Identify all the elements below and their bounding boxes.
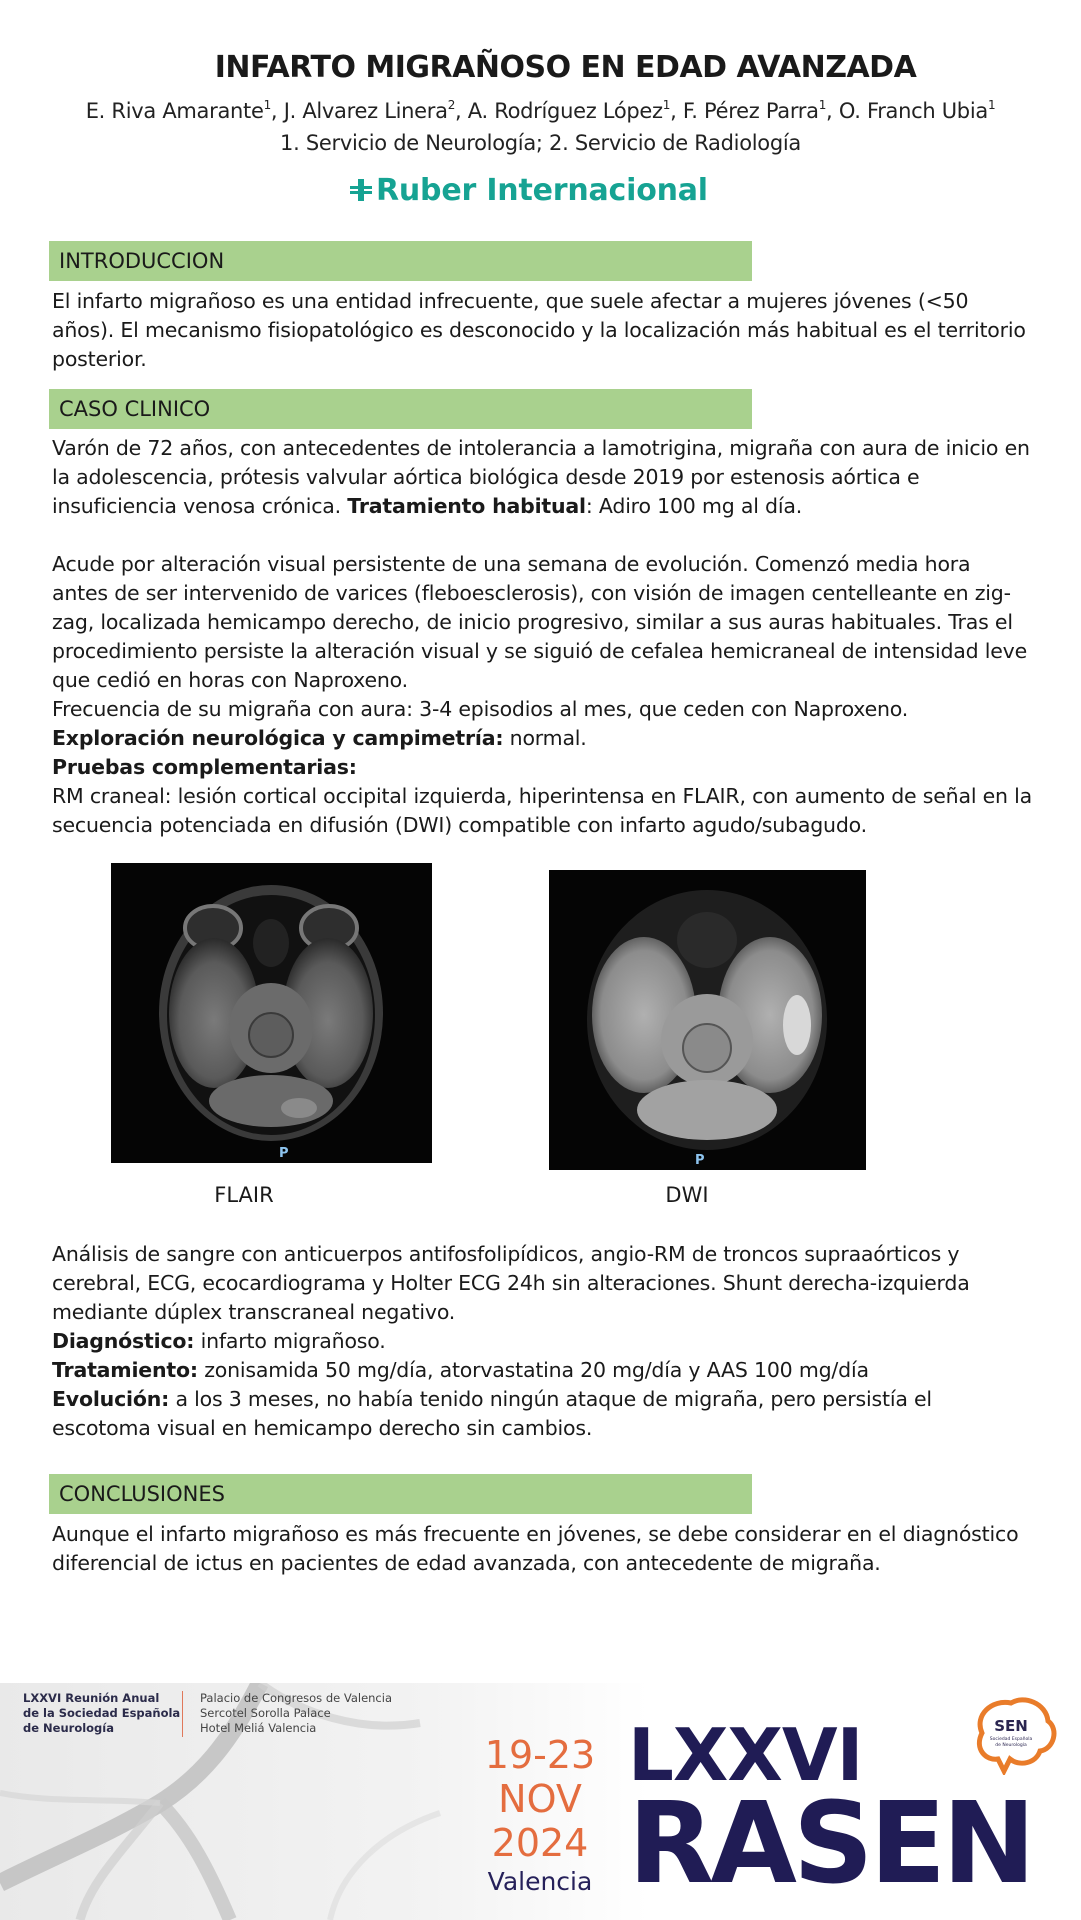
author-name: E. Riva Amarante xyxy=(85,99,264,123)
author-name: J. Alvarez Linera xyxy=(283,99,448,123)
author-name: F. Pérez Parra xyxy=(682,99,819,123)
conclusions-text xyxy=(52,1520,1032,1578)
ruber-logo xyxy=(350,172,708,208)
congress-acronym: RASEN xyxy=(628,1779,1032,1909)
migraine-frequency-paragraph: Frecuencia de su migraña con aura: 3-4 episodios al mes, que ceden con Naproxeno. xyxy=(52,697,909,721)
tests-label-paragraph xyxy=(52,753,1032,782)
footer-divider xyxy=(182,1691,183,1737)
evolution-value: a los 3 meses, no había tenido ningún ataque de migraña, pero persistía el escotoma visual en hemicampo derecho sin cambios. xyxy=(52,1387,932,1440)
affiliations: 1. Servicio de Neurología; 2. Servicio de Radiología xyxy=(280,131,801,155)
sen-logo-line: de Neurología xyxy=(995,1743,1027,1748)
tests-paragraph: RM craneal: lesión cortical occipital izquierda, hiperintensa en FLAIR, con aumento de señal en la secuencia potenciada en difusión (DWI) compatible con infarto agudo/subagudo. xyxy=(52,784,1033,837)
flair-brain-illustration xyxy=(111,863,432,1163)
congress-name-line: de la Sociedad Española xyxy=(23,1706,181,1720)
author-affiliation-mark: 1 xyxy=(818,98,827,112)
sen-logo-icon xyxy=(964,1693,1059,1775)
analysis-paragraph: Análisis de sangre con anticuerpos antifosfolipídicos, angio-RM de troncos supraaórticos y cerebral, ECG, ecocardiograma y Holter ECG 24h sin alteraciones. Shunt derecha-izquierda mediante dúplex transcraneal negativo. xyxy=(52,1242,970,1324)
congress-city: Valencia xyxy=(487,1867,593,1896)
treatment-label: Tratamiento: xyxy=(52,1358,198,1382)
congress-edition: LXXVI xyxy=(628,1713,863,1797)
date-year: 2024 xyxy=(491,1821,589,1865)
flair-caption: FLAIR xyxy=(214,1183,274,1207)
usual-treatment-label: Tratamiento habitual xyxy=(347,494,586,518)
section-heading-conclusions: CONCLUSIONES xyxy=(49,1474,752,1514)
sen-logo-abbr: SEN xyxy=(994,1717,1028,1735)
diagnosis-label: Diagnóstico: xyxy=(52,1329,195,1353)
ruber-cross-icon xyxy=(350,177,372,203)
venue-line: Palacio de Congresos de Valencia xyxy=(200,1691,393,1705)
case-history-paragraph xyxy=(52,434,1032,521)
congress-name xyxy=(23,1691,180,1736)
author-list: E. Riva Amarante$^1$, J. Alvarez Linera$^2$, A. Rodríguez López$^1$, F. Pérez Parra$^1$, O. Franch Ubia$^1$ xyxy=(85,98,996,123)
author-affiliation-mark: 2 xyxy=(447,98,456,112)
conclusions-paragraph: Aunque el infarto migrañoso es más frecuente en jóvenes, se debe considerar en el diagnóstico diferencial de ictus en pacientes de edad avanzada, con antecedente de migraña. xyxy=(52,1522,1019,1575)
author-name: A. Rodríguez López xyxy=(467,99,663,123)
venue-line: Sercotel Sorolla Palace xyxy=(200,1706,331,1720)
congress-name-line: LXXVI Reunión Anual xyxy=(23,1691,160,1705)
case-text xyxy=(52,434,1032,840)
followup-text xyxy=(52,1240,1032,1443)
ruber-logo-text: Ruber Internacional xyxy=(376,172,708,208)
mri-flair-image xyxy=(111,863,432,1163)
treatment-value: zonisamida 50 mg/día, atorvastatina 20 mg/día y AAS 100 mg/día xyxy=(197,1358,869,1382)
case-history-text: Varón de 72 años, con antecedentes de intolerancia a lamotrigina, migraña con aura de inicio en la adolescencia, prótesis valvular aórtica biológica desde 2019 por estenosis aórtica e insuficiencia venosa crónica. xyxy=(52,436,1030,518)
exam-paragraph xyxy=(52,724,1032,753)
tests-label: Pruebas complementarias: xyxy=(52,755,357,779)
sen-logo-line: Sociedad Española xyxy=(989,1737,1033,1742)
diagnosis-paragraph xyxy=(52,1327,1032,1356)
congress-dates xyxy=(480,1733,600,1865)
date-month: NOV xyxy=(498,1777,582,1821)
flair-orientation-marker: P xyxy=(279,1146,289,1161)
date-range: 19-23 xyxy=(484,1733,596,1777)
exam-value: normal. xyxy=(503,726,587,750)
dwi-caption: DWI xyxy=(665,1183,709,1207)
treatment-paragraph xyxy=(52,1356,1032,1385)
evolution-paragraph xyxy=(52,1385,1032,1443)
exam-label: Exploración neurológica y campimetría: xyxy=(52,726,504,750)
dwi-brain-illustration xyxy=(549,870,866,1170)
poster-title: INFARTO MIGRAÑOSO EN EDAD AVANZADA xyxy=(214,50,917,85)
congress-name-line: de Neurología xyxy=(23,1721,114,1735)
section-heading-case: CASO CLINICO xyxy=(49,389,752,429)
usual-treatment-value: : Adiro 100 mg al día. xyxy=(585,494,803,518)
venue-line: Hotel Meliá Valencia xyxy=(200,1721,317,1735)
author-affiliation-mark: 1 xyxy=(987,98,996,112)
case-presentation-paragraph: Acude por alteración visual persistente de una semana de evolución. Comenzó media hora antes de ser intervenido de varices (fleboesclerosis), con visión de imagen centelleante en zig-zag, localizada hemicampo derecho, de inicio progresivo, similar a sus auras habituales. Tras el procedimiento persiste la alteración visual y se siguió de cefalea hemicraneal de intensidad leve que cedió en horas con Naproxeno. xyxy=(52,552,1028,692)
congress-venues xyxy=(200,1691,392,1736)
evolution-label: Evolución: xyxy=(52,1387,170,1411)
intro-text xyxy=(52,287,1032,374)
dwi-orientation-marker: P xyxy=(695,1153,705,1168)
diagnosis-value: infarto migrañoso. xyxy=(194,1329,386,1353)
author-affiliation-mark: 1 xyxy=(263,98,271,112)
section-heading-intro: INTRODUCCION xyxy=(49,241,752,281)
author-name: O. Franch Ubia xyxy=(838,99,988,123)
mri-dwi-image xyxy=(549,870,866,1170)
author-affiliation-mark: 1 xyxy=(662,98,671,112)
intro-paragraph: El infarto migrañoso es una entidad infrecuente, que suele afectar a mujeres jóvenes (<50 años). El mecanismo fisiopatológico es desconocido y la localización más habitual es el territorio posterior. xyxy=(52,289,1026,371)
congress-footer-banner xyxy=(0,1683,1081,1920)
